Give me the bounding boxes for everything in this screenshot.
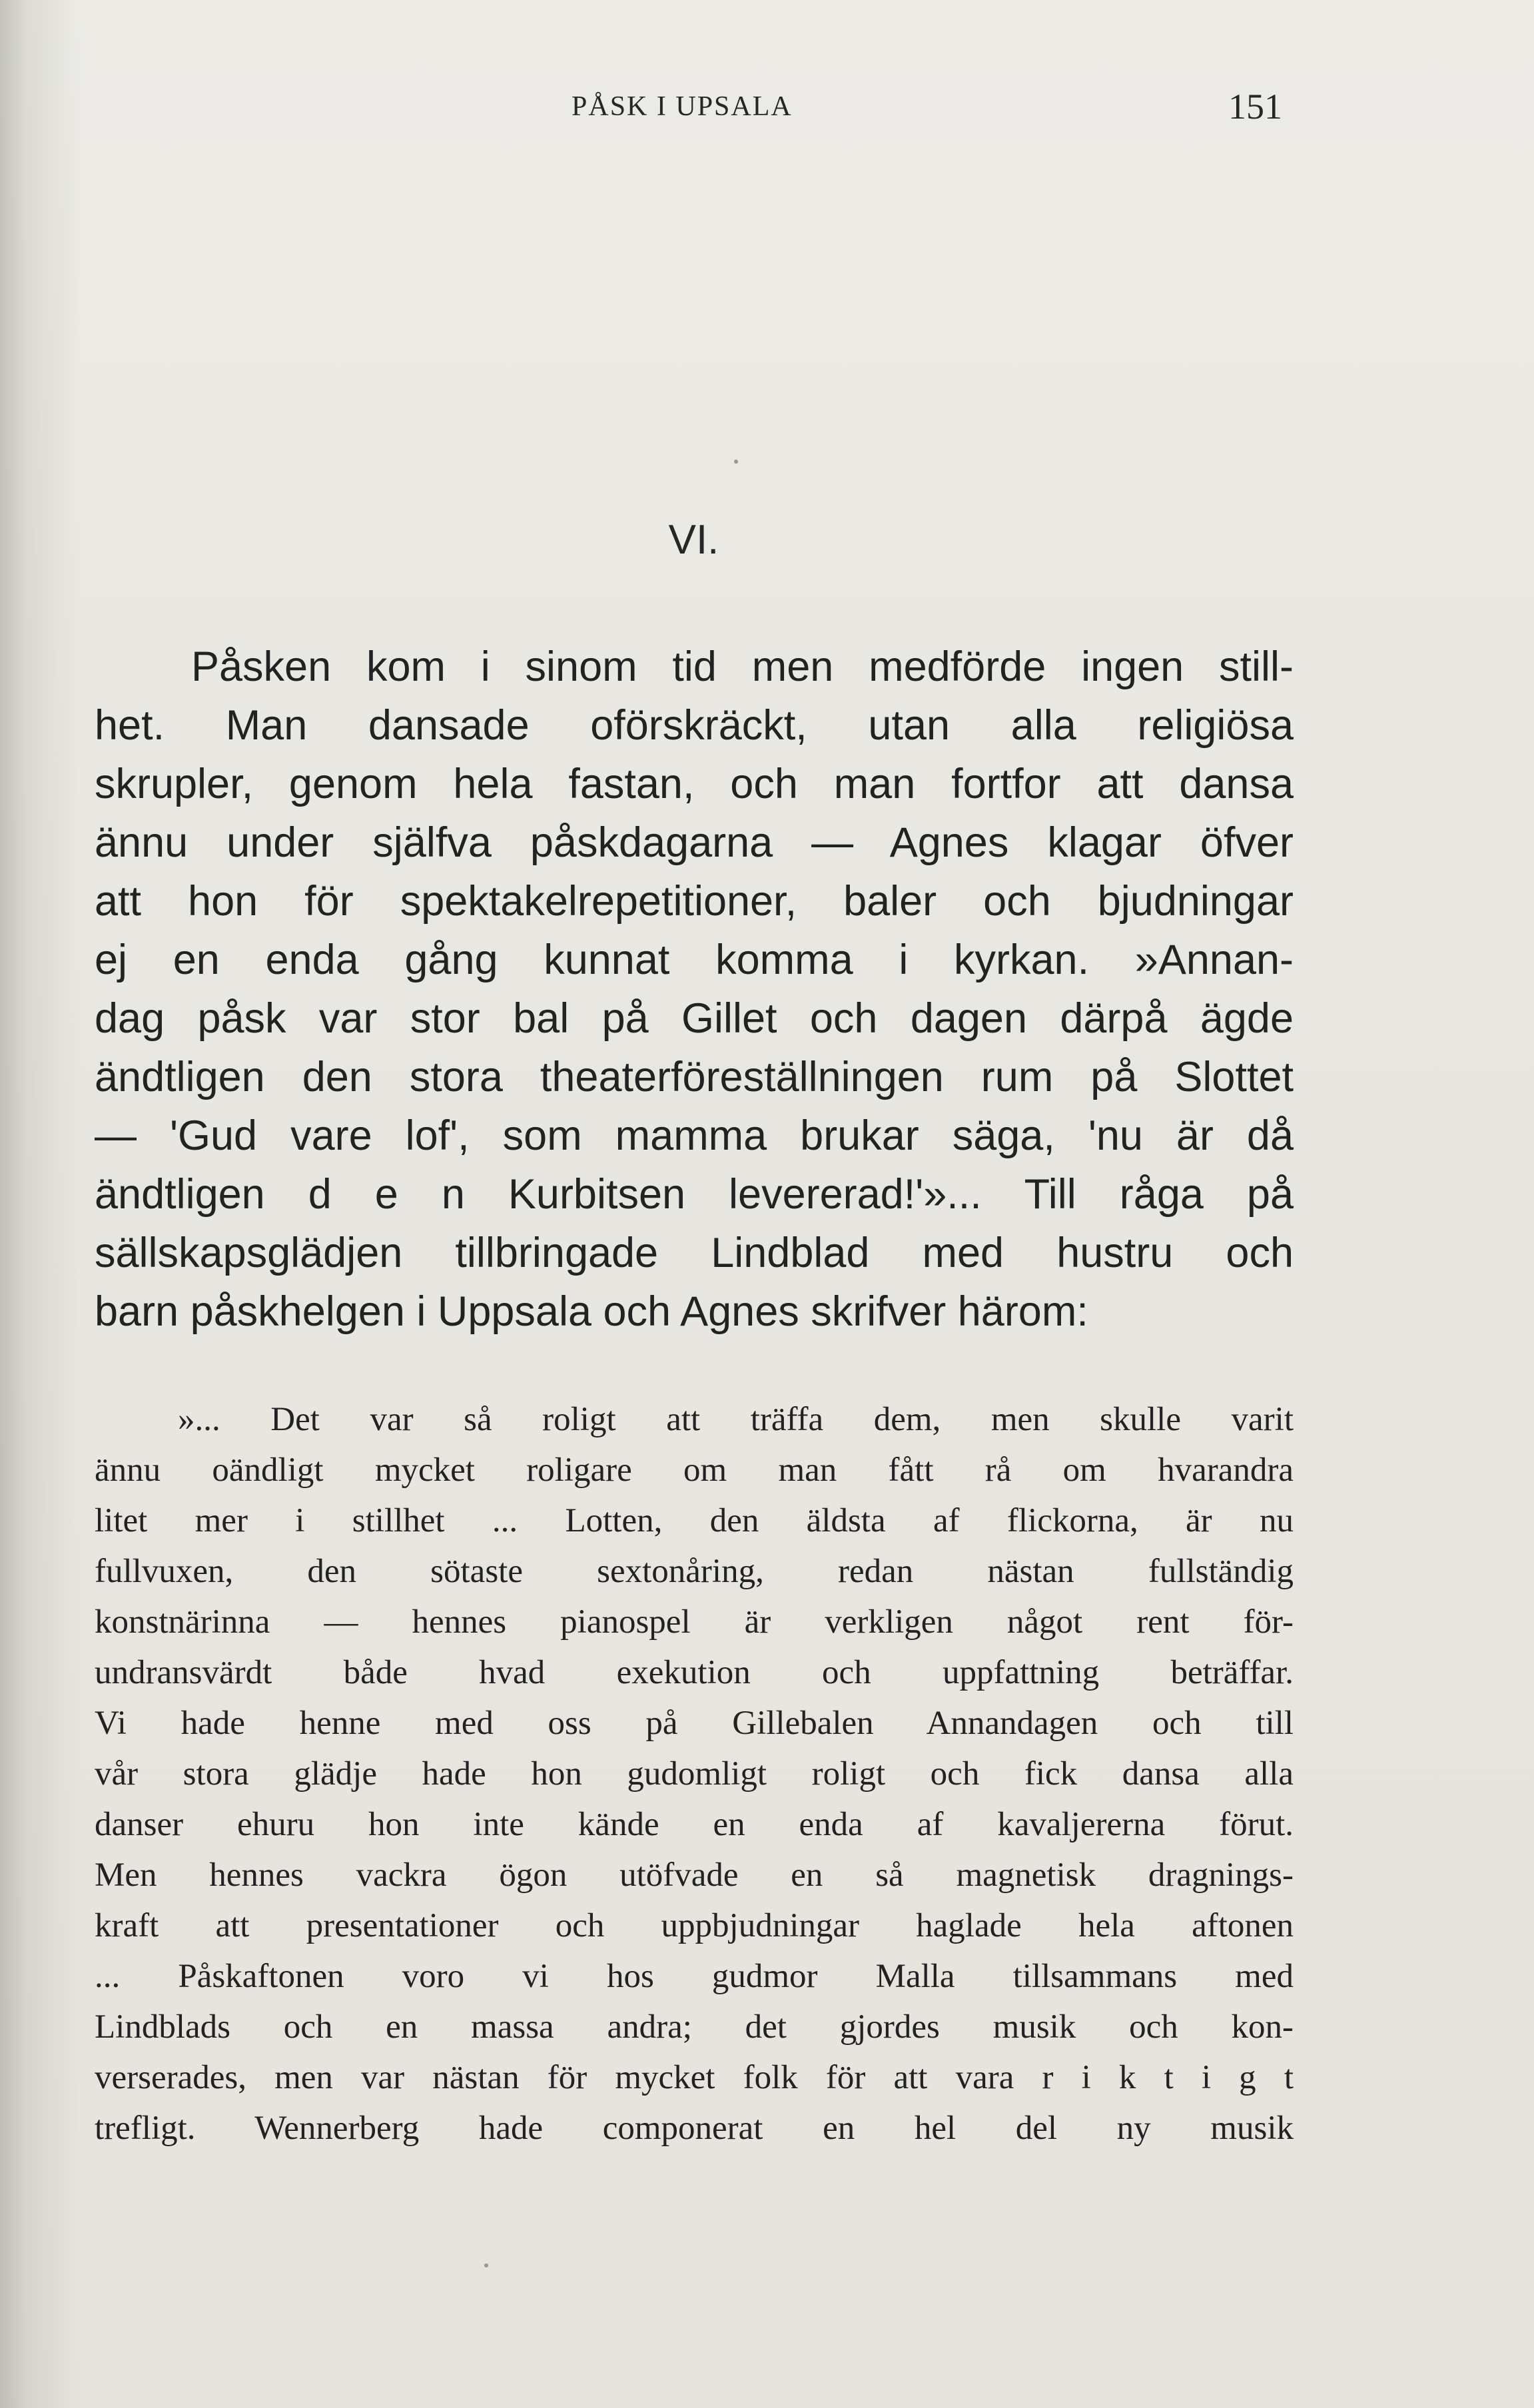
body-paragraph (95, 637, 1294, 1341)
body-line: Påsken kom i sinom tid men medförde ingen still- (191, 643, 1294, 690)
body-line: barn påskhelgen i Uppsala och Agnes skrifver härom: (95, 1288, 1088, 1335)
quote-line: litet mer i stillhet ... Lotten, den äldsta af flickorna, är nu (95, 1502, 1294, 1539)
quote-line: Lindblads och en massa andra; det gjordes musik och kon- (95, 2008, 1294, 2046)
quote-line: ... Påskaftonen voro vi hos gudmor Malla tillsammans med (95, 1958, 1294, 1995)
body-line: ännu under själfva påskdagarna — Agnes klagar öfver (95, 819, 1294, 866)
quote-line: »... Det var så roligt att träffa dem, men skulle varit (178, 1401, 1294, 1438)
body-line: ändtligen den stora theaterföreställningen rum på Slottet (95, 1054, 1294, 1100)
chapter-heading-text: VI. (668, 517, 719, 563)
running-head (0, 83, 1534, 130)
body-line: ej en enda gång kunnat komma i kyrkan. »Annan- (95, 937, 1294, 983)
body-line: ändtligen d e n Kurbitsen levererad!'»... Till råga på (95, 1171, 1294, 1218)
body-line: het. Man dansade oförskräckt, utan alla religiösa (95, 702, 1294, 749)
body-line: — 'Gud vare lof', som mamma brukar säga, 'nu är då (95, 1112, 1294, 1159)
quote-line: fullvuxen, den sötaste sextonåring, redan nästan fullständig (95, 1553, 1294, 1590)
quote-line: Men hennes vackra ögon utöfvade en så magnetisk dragnings- (95, 1856, 1294, 1894)
chapter-heading (0, 516, 1534, 564)
page-number: 151 (1228, 87, 1282, 127)
quote-line: konstnärinna — hennes pianospel är verkligen något rent för- (95, 1603, 1294, 1641)
quote-line: vår stora glädje hade hon gudomligt roligt och fick dansa alla (95, 1755, 1294, 1793)
quote-line: trefligt. Wennerberg hade componerat en hel del ny musik (95, 2110, 1294, 2147)
body-line: skrupler, genom hela fastan, och man fortfor att dansa (95, 761, 1294, 807)
quote-line: undransvärdt både hvad exekution och uppfattning beträffar. (95, 1654, 1294, 1691)
body-line: sällskapsglädjen tillbringade Lindblad med hustru och (95, 1230, 1294, 1276)
quote-line: verserades, men var nästan för mycket folk för att vara r i k t i g t (95, 2059, 1294, 2096)
paper-speck (734, 460, 738, 464)
body-line: dag påsk var stor bal på Gillet och dagen därpå ägde (95, 995, 1294, 1042)
quote-line: danser ehuru hon inte kände en enda af kavaljererna förut. (95, 1806, 1294, 1843)
quoted-letter (95, 1394, 1294, 2154)
quote-line: Vi hade henne med oss på Gillebalen Annandagen och till (95, 1705, 1294, 1742)
body-line: att hon för spektakelrepetitioner, baler och bjudningar (95, 878, 1294, 925)
quote-line: kraft att presentationer och uppbjudningar haglade hela aftonen (95, 1907, 1294, 1944)
quote-line: ännu oändligt mycket roligare om man fått rå om hvarandra (95, 1451, 1294, 1489)
running-title: PÅSK I UPSALA (572, 91, 793, 122)
paper-speck (484, 2263, 488, 2267)
